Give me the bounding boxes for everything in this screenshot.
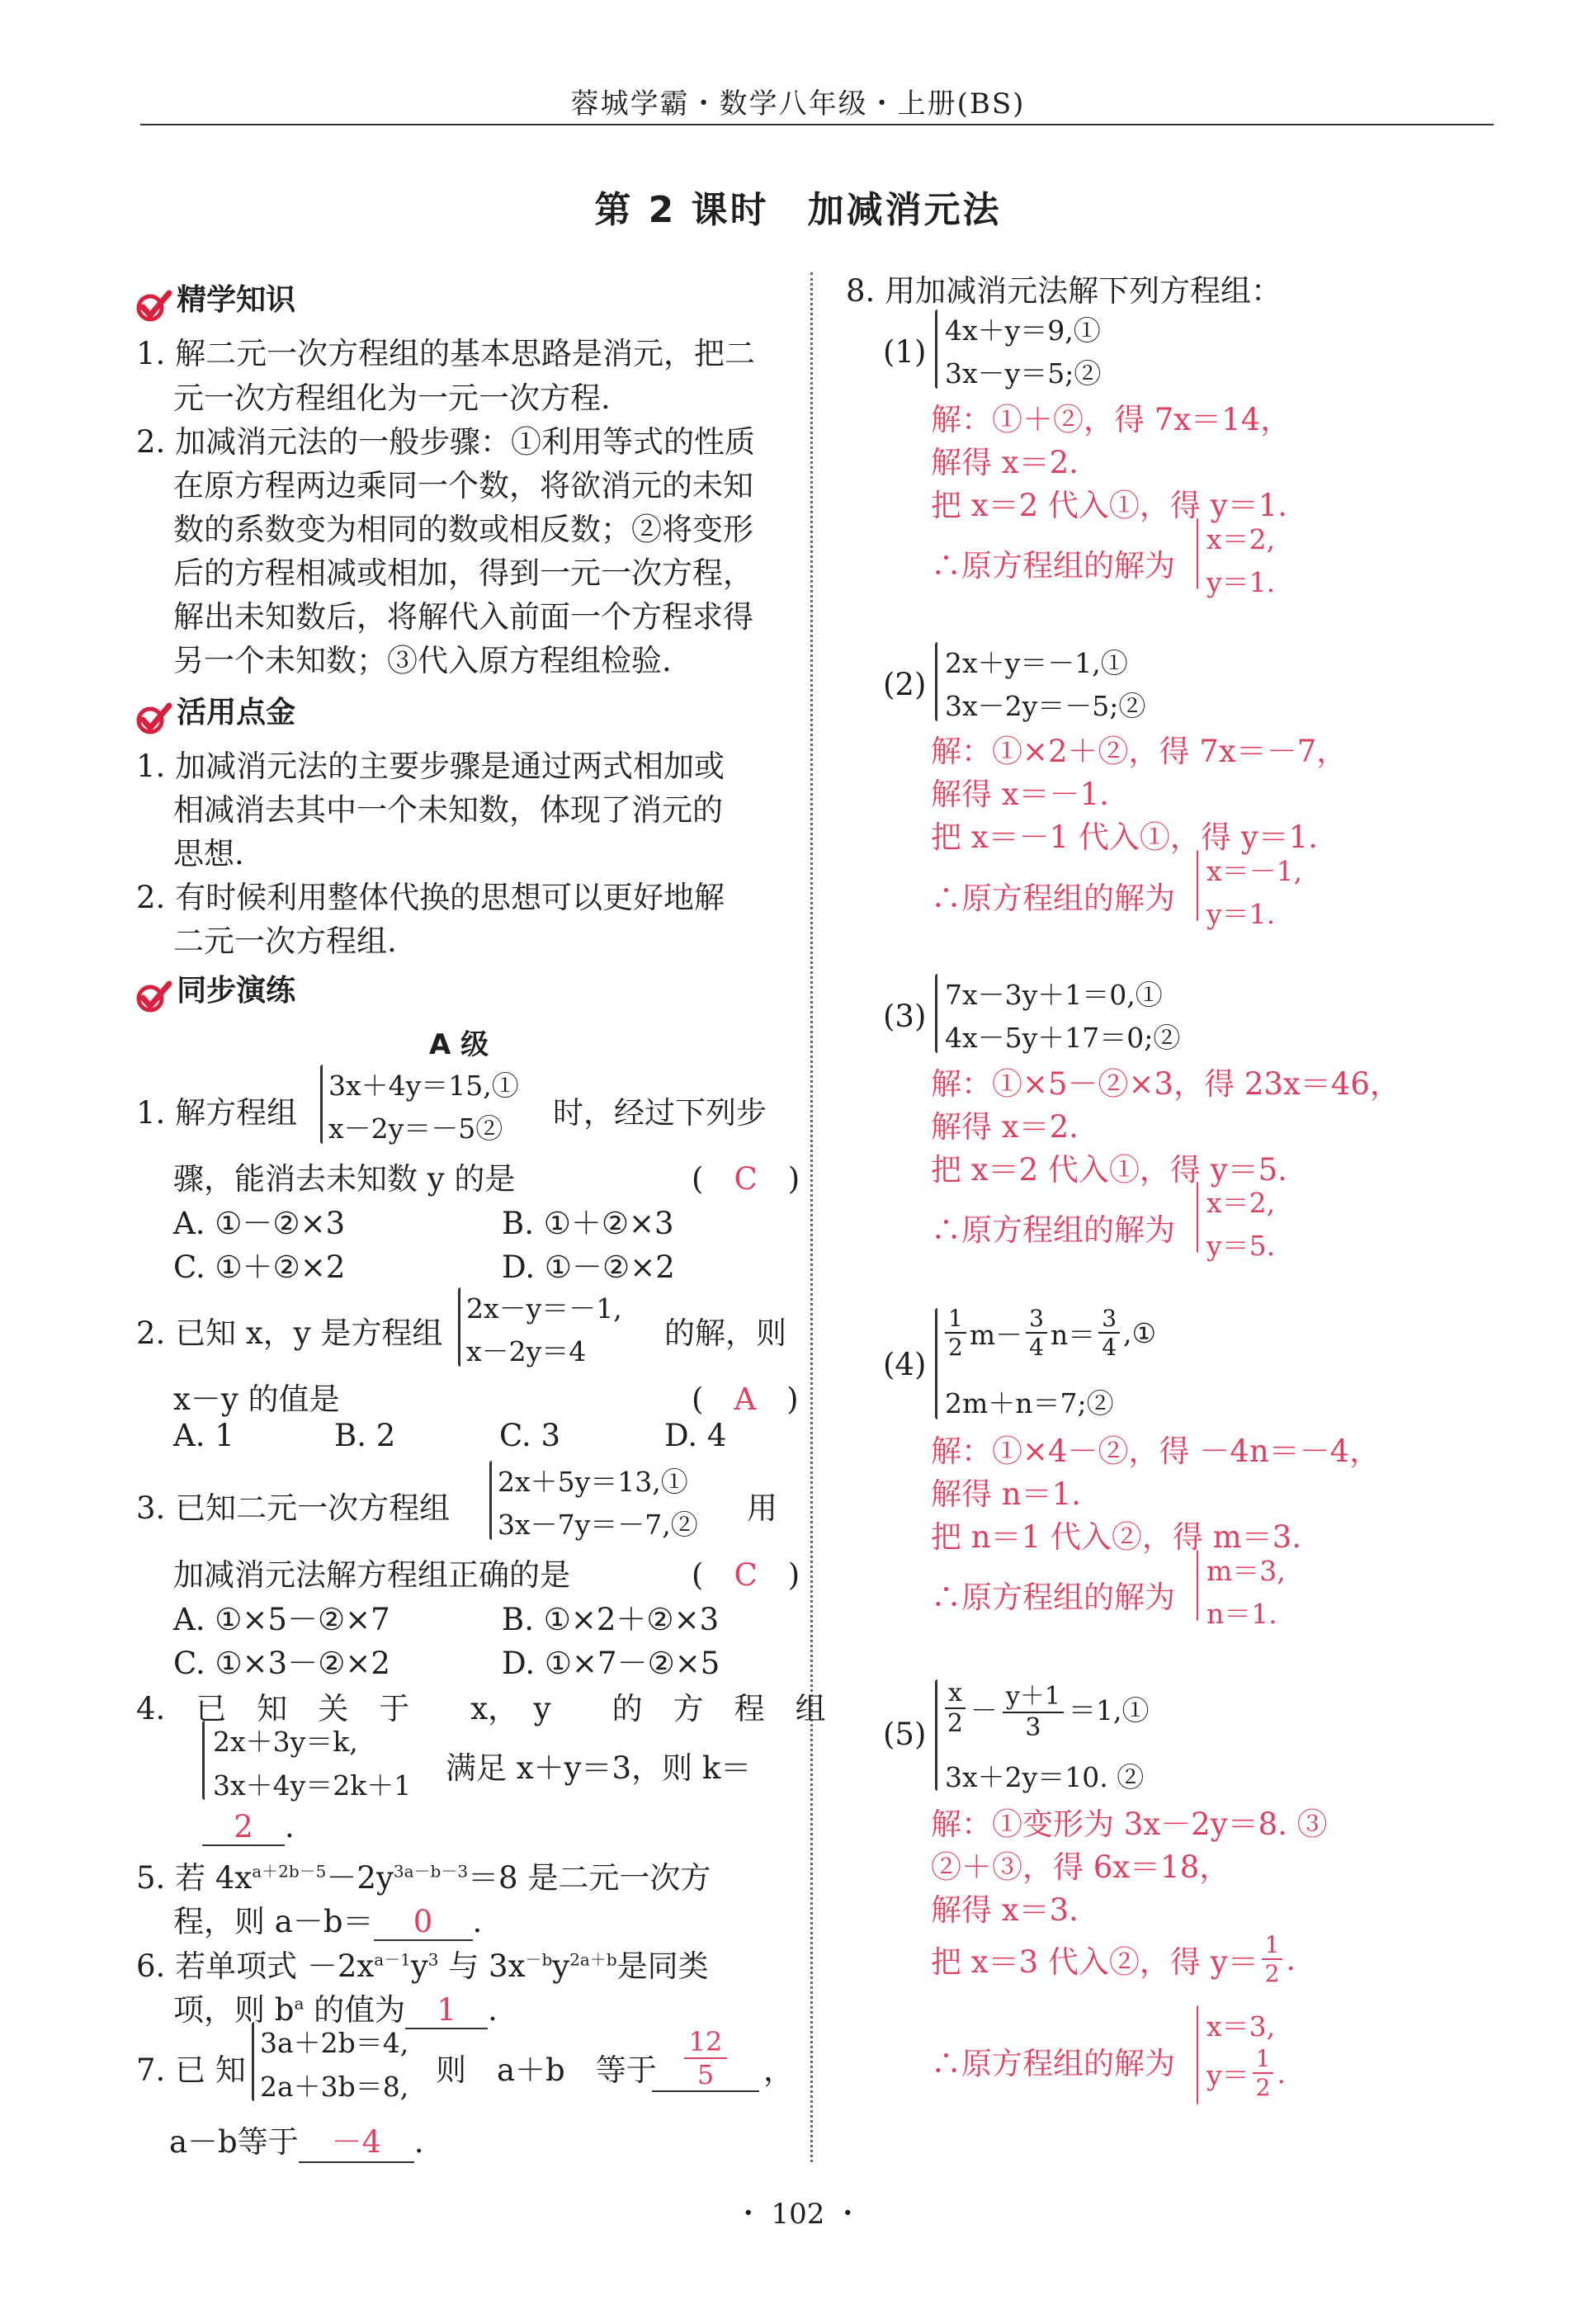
text: a－b等于 xyxy=(169,2124,299,2160)
section-heading xyxy=(136,689,295,735)
check-icon xyxy=(136,290,172,323)
text: . xyxy=(1286,1941,1296,1977)
solution-line: 解：①变形为 3x－2y＝8. ③ xyxy=(931,1807,1328,1842)
section-heading xyxy=(136,276,295,323)
exponent: a－1 xyxy=(374,1949,411,1970)
text-line: 二元一次方程组. xyxy=(173,923,397,959)
solution-line: 把 n＝1 代入②，得 m＝3. xyxy=(931,1519,1302,1555)
equation: 2m＋n＝7;② xyxy=(945,1387,1114,1419)
level-label: A 级 xyxy=(429,1028,489,1061)
denominator: 4 xyxy=(1029,1334,1044,1361)
numerator: 3 xyxy=(1026,1305,1047,1334)
result: x＝2, xyxy=(1206,523,1276,555)
option: D. 4 xyxy=(664,1418,727,1453)
answer: C xyxy=(734,1557,758,1593)
fraction-answer xyxy=(652,2026,759,2092)
result: x＝2, xyxy=(1206,1187,1276,1219)
text-line: 思想. xyxy=(173,836,244,871)
brace xyxy=(458,1287,460,1367)
text-line: 后的方程相减或相加，得到一元一次方程， xyxy=(173,555,753,591)
answer-bracket: ( A ) xyxy=(692,1381,799,1417)
solution-line: 把 x＝2 代入①，得 y＝1. xyxy=(931,488,1287,523)
text: －2y xyxy=(326,1860,394,1896)
solution-line: 解得 x＝3. xyxy=(931,1892,1079,1928)
answer: C xyxy=(734,1161,758,1197)
equation: 3x＋2y＝10. ② xyxy=(945,1761,1145,1793)
text: ＝8 是二元一次方 xyxy=(468,1860,711,1896)
question-text: 加减消元法解方程组正确的是 xyxy=(173,1557,570,1593)
denominator: 2 xyxy=(1264,1960,1280,1987)
denominator: 2 xyxy=(948,1334,963,1361)
result: x＝－1, xyxy=(1206,855,1303,887)
text-line: 2. 加减消元法的一般步骤：①利用等式的性质 xyxy=(136,424,756,460)
section-heading xyxy=(136,967,295,1013)
brace xyxy=(935,1308,937,1419)
text: y xyxy=(410,1948,428,1984)
fraction xyxy=(1253,2045,1274,2101)
running-header: 蓉城学霸・数学八年级・上册(BS) xyxy=(570,87,1026,120)
sub-label: (2) xyxy=(883,667,927,702)
question-text: 7. 已 知 xyxy=(136,2052,246,2088)
option: D. ①×7－②×5 xyxy=(502,1646,720,1681)
brace xyxy=(202,1721,205,1800)
numerator: 1 xyxy=(1262,1931,1283,1960)
text: ＝1,① xyxy=(1068,1693,1150,1726)
brace xyxy=(489,1461,492,1540)
numerator: 1 xyxy=(1253,2045,1274,2074)
option: C. ①×3－②×2 xyxy=(173,1646,390,1681)
brace xyxy=(935,1679,937,1791)
text: 项，则 b xyxy=(173,1992,295,2028)
numerator: x xyxy=(945,1679,966,1709)
text: m－ xyxy=(969,1318,1023,1351)
result: y＝5. xyxy=(1206,1230,1276,1262)
brace xyxy=(1197,850,1198,921)
exponent: 3a－b－3 xyxy=(393,1861,469,1882)
brace xyxy=(935,642,937,721)
denominator: 2 xyxy=(947,1709,963,1738)
section-title: 精学知识 xyxy=(177,283,296,317)
equation: 2x＋5y＝13,① xyxy=(498,1466,688,1498)
text: y＝ xyxy=(1206,2058,1249,2091)
brace xyxy=(1197,1550,1198,1621)
page-number: ・ 102 ・ xyxy=(734,2198,862,2231)
question-text xyxy=(169,2117,424,2163)
question-text: 用 xyxy=(747,1490,777,1526)
punctuation: . xyxy=(413,2124,424,2160)
text: 是同类 xyxy=(616,1948,709,1984)
answer: 2 xyxy=(202,1809,285,1846)
answer: －4 xyxy=(299,2117,414,2163)
equation: 2x＋3y＝k, xyxy=(213,1726,358,1758)
question-text xyxy=(136,1853,711,1897)
answer: 1 xyxy=(405,1992,488,2029)
equation: 2a＋3b＝8, xyxy=(260,2071,409,2103)
text-line: 相减消去其中一个未知数，体现了消元的 xyxy=(173,792,723,828)
option: A. ①×5－②×7 xyxy=(173,1602,390,1637)
solution-line: 解得 n＝1. xyxy=(931,1476,1081,1512)
sub-label: (4) xyxy=(883,1347,927,1382)
question-text: 则 a＋b 等于 xyxy=(436,2052,657,2088)
punctuation: ， xyxy=(763,2052,794,2088)
text-line: 1. 解二元一次方程组的基本思路是消元，把二 xyxy=(136,336,756,371)
text: 与 3x xyxy=(438,1948,526,1984)
solution-line: 解：①×2＋②，得 7x＝－7， xyxy=(931,734,1348,769)
result: n＝1. xyxy=(1206,1598,1277,1630)
text-line: 解出未知数后，将解代入前面一个方程求得 xyxy=(173,599,753,635)
brace xyxy=(252,2022,254,2101)
sub-label: (3) xyxy=(883,999,927,1034)
result: y＝1. xyxy=(1206,898,1276,930)
text-line: 另一个未知数；③代入原方程组检验. xyxy=(173,643,672,678)
conclusion: ∴原方程组的解为 xyxy=(931,1212,1175,1248)
result: x＝3, xyxy=(1206,2010,1276,2043)
solution-line: 把 x＝－1 代入①，得 y＝1. xyxy=(931,819,1318,855)
result: y＝1. xyxy=(1206,566,1276,598)
equation: 2x－y＝－1, xyxy=(466,1292,622,1325)
solution-line: 解得 x＝2. xyxy=(931,445,1079,480)
fill-blank xyxy=(202,1809,295,1846)
sub-label: (5) xyxy=(883,1717,927,1752)
question-text: 的解，则 xyxy=(664,1315,786,1351)
result: m＝3, xyxy=(1206,1555,1286,1587)
exponent: 3 xyxy=(427,1949,439,1970)
text: y xyxy=(552,1948,570,1984)
brace xyxy=(320,1065,323,1144)
conclusion: ∴原方程组的解为 xyxy=(931,881,1175,916)
solution-line: 把 x＝2 代入①，得 y＝5. xyxy=(931,1152,1287,1188)
section-title: 同步演练 xyxy=(177,974,296,1008)
exponent: a xyxy=(294,1993,305,2014)
exponent: 2a＋b xyxy=(569,1949,617,1970)
text: － xyxy=(970,1693,998,1726)
equation: 4x＋y＝9,① xyxy=(945,314,1101,347)
numerator: 1 xyxy=(945,1305,966,1334)
fraction xyxy=(1026,1305,1047,1361)
solution-line: 解得 x＝－1. xyxy=(931,777,1109,812)
text-line: 元一次方程组化为一元一次方程. xyxy=(173,380,611,416)
equation xyxy=(945,1305,1157,1361)
text: 程，则 a－b＝ xyxy=(173,1904,374,1939)
option: B. 2 xyxy=(334,1418,396,1453)
answer: 0 xyxy=(374,1904,473,1941)
equation: 7x－3y＋1＝0,① xyxy=(945,979,1163,1011)
text-line: 数的系数变为相同的数或相反数；②将变形 xyxy=(173,512,753,547)
conclusion: ∴原方程组的解为 xyxy=(931,548,1175,583)
numerator: 12 xyxy=(684,2026,728,2059)
equation: 3x－2y＝－5;② xyxy=(945,690,1146,722)
option: A. 1 xyxy=(173,1418,234,1453)
equation: x－2y＝－5② xyxy=(328,1112,503,1145)
text-line: 2. 有时候利用整体代换的思想可以更好地解 xyxy=(136,880,725,915)
option: A. ①－②×3 xyxy=(173,1206,346,1241)
option: B. ①×2＋②×3 xyxy=(502,1602,720,1637)
numerator: y＋1 xyxy=(1003,1675,1064,1713)
fraction xyxy=(1003,1675,1064,1742)
equation: 3x＋4y＝2k＋1 xyxy=(213,1769,412,1802)
text: n＝ xyxy=(1050,1318,1096,1351)
equation xyxy=(945,1679,1150,1742)
denominator: 3 xyxy=(1025,1712,1041,1742)
text: 把 x＝3 代入②，得 y＝ xyxy=(931,1944,1258,1980)
answer-bracket: ( C ) xyxy=(692,1161,800,1197)
equation: 2x＋y＝－1,① xyxy=(945,647,1128,679)
question-text: 2. 已知 x，y 是方程组 xyxy=(136,1315,443,1351)
question-text: 8. 用加减消元法解下列方程组： xyxy=(846,273,1282,309)
result xyxy=(1206,2045,1286,2101)
text-line: 在原方程两边乘同一个数，将欲消元的未知 xyxy=(173,468,753,503)
equation: 4x－5y＋17＝0;② xyxy=(945,1022,1181,1054)
solution-line: 解：①＋②，得 7x＝14， xyxy=(931,402,1291,437)
question-text: x－y 的值是 xyxy=(173,1381,340,1417)
equation: 3a＋2b＝4, xyxy=(260,2027,409,2059)
question-text xyxy=(173,1896,482,1941)
equation: 3x－7y＝－7,② xyxy=(498,1509,698,1541)
solution-line: 解：①×5－②×3，得 23x＝46， xyxy=(931,1066,1400,1102)
section-title: 活用点金 xyxy=(177,696,296,730)
fraction xyxy=(945,1305,966,1361)
conclusion: ∴原方程组的解为 xyxy=(931,1580,1175,1615)
solution-line: 解得 x＝2. xyxy=(931,1109,1079,1145)
punctuation: . xyxy=(488,1992,498,2028)
equation: 3x＋4y＝15,① xyxy=(328,1070,519,1102)
text: 的值为 xyxy=(304,1992,406,2028)
denominator: 4 xyxy=(1102,1334,1117,1361)
conclusion: ∴原方程组的解为 xyxy=(931,2046,1175,2081)
exponent: a＋2b－5 xyxy=(252,1861,327,1882)
denominator: 5 xyxy=(696,2059,715,2090)
option: B. ①＋②×3 xyxy=(502,1206,674,1241)
equation: 3x－y＝5;② xyxy=(945,357,1102,390)
column-divider xyxy=(810,272,813,2162)
text: 5. 若 4x xyxy=(136,1860,253,1896)
answer: A xyxy=(734,1381,757,1417)
numerator: 3 xyxy=(1098,1305,1120,1334)
brace xyxy=(1197,1182,1198,1253)
text: 6. 若单项式 －2x xyxy=(136,1948,375,1984)
solution-line: 解：①×4－②，得 －4n＝－4， xyxy=(931,1433,1381,1469)
option: C. 3 xyxy=(499,1418,561,1453)
fraction xyxy=(945,1679,966,1738)
equation: x－2y＝4 xyxy=(466,1335,587,1367)
header-rule xyxy=(140,124,1494,125)
question-text: 骤，能消去未知数 y 的是 xyxy=(173,1161,516,1197)
question-text: 1. 解方程组 xyxy=(136,1095,298,1131)
check-icon xyxy=(136,980,172,1013)
sub-label: (1) xyxy=(883,334,927,370)
question-text: 4. 已 知 关 于 x， y 的 方 程 组 xyxy=(136,1691,826,1726)
question-text xyxy=(136,1941,709,1986)
punctuation: . xyxy=(285,1809,295,1844)
question-text: 时，经过下列步 xyxy=(553,1095,767,1131)
solution-line: ②＋③，得 6x＝18， xyxy=(931,1849,1230,1885)
question-text: 满足 x＋y＝3，则 k＝ xyxy=(446,1750,752,1786)
option: C. ①＋②×2 xyxy=(173,1249,346,1285)
check-icon xyxy=(136,702,172,735)
punctuation: . xyxy=(472,1904,483,1939)
brace xyxy=(1197,518,1198,589)
brace xyxy=(1197,2005,1198,2104)
lesson-title: 第 2 课时 加减消元法 xyxy=(594,189,1002,231)
solution-line xyxy=(931,1931,1296,1987)
question-text: 3. 已知二元一次方程组 xyxy=(136,1490,451,1526)
answer-bracket: ( C ) xyxy=(692,1557,800,1593)
text: . xyxy=(1277,2057,1286,2090)
exponent: －b xyxy=(525,1949,553,1970)
brace xyxy=(935,309,937,389)
fraction xyxy=(1098,1305,1120,1361)
text-line: 1. 加减消元法的主要步骤是通过两式相加或 xyxy=(136,749,725,784)
brace xyxy=(935,974,937,1053)
denominator: 2 xyxy=(1255,2074,1271,2101)
option: D. ①－②×2 xyxy=(502,1249,675,1285)
fraction xyxy=(1262,1931,1283,1987)
text: ,① xyxy=(1123,1316,1157,1349)
